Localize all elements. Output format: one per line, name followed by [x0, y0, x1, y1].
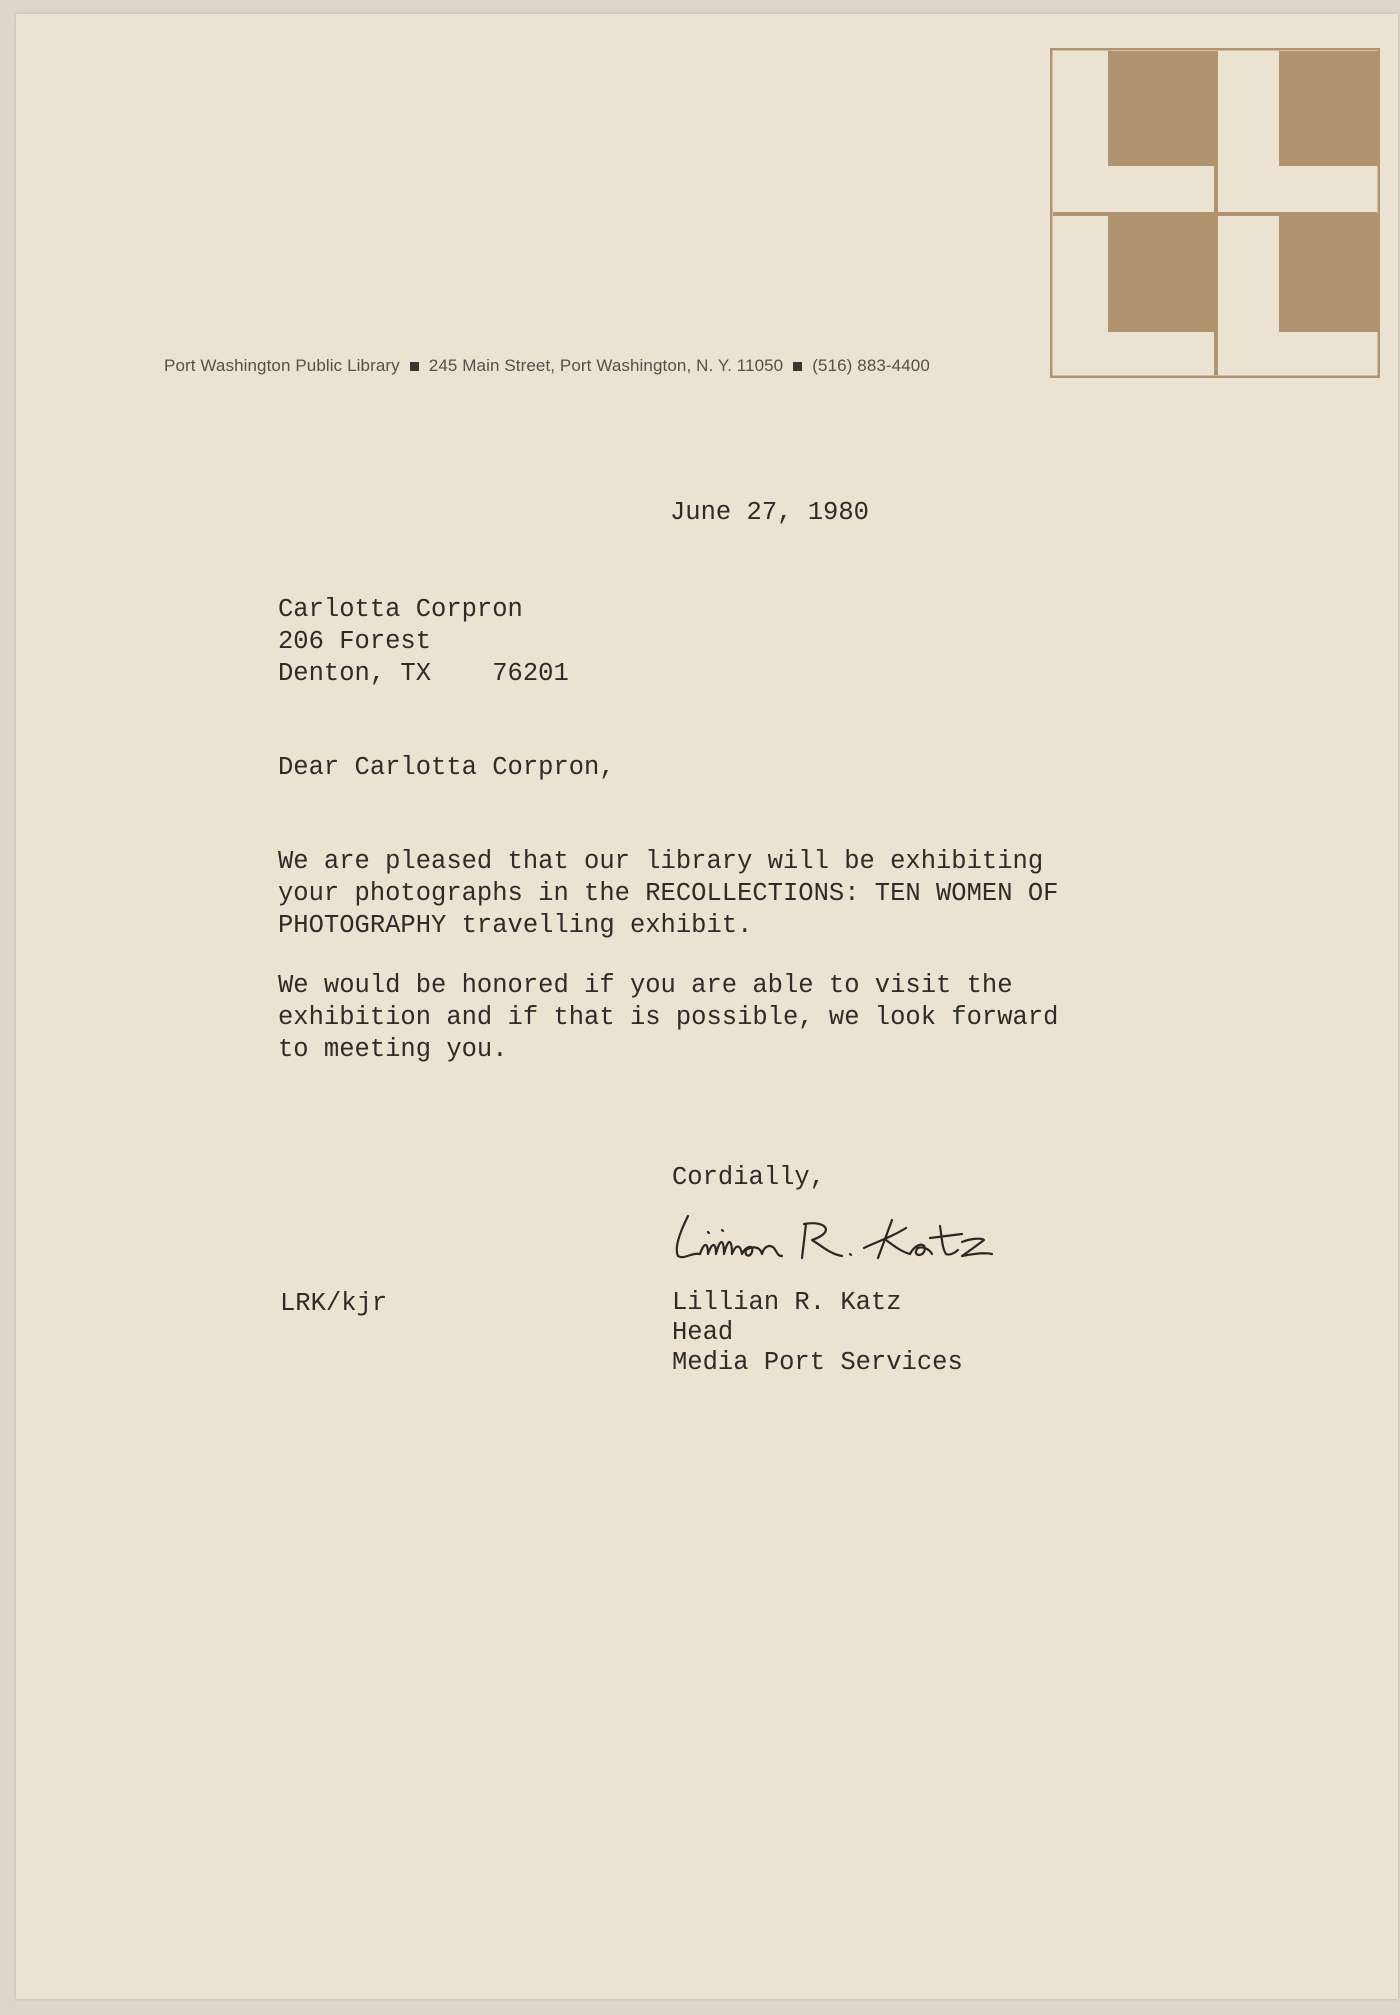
- letter-date: June 27, 1980: [670, 498, 869, 527]
- bullet-square-icon: [410, 362, 419, 371]
- letterhead-address: 245 Main Street, Port Washington, N. Y. 11050: [428, 356, 784, 375]
- typist-initials: LRK/kjr: [280, 1289, 388, 1318]
- bullet-square-icon: [793, 362, 802, 371]
- letter-page: [16, 14, 1398, 1999]
- recipient-name: Carlotta Corpron: [278, 595, 523, 624]
- library-logo: [1050, 48, 1380, 378]
- letterhead-organization: Port Washington Public Library: [164, 356, 400, 375]
- recipient-street: 206 Forest: [278, 627, 432, 656]
- letterhead-line: [164, 356, 930, 376]
- signer-title: Head: [672, 1318, 734, 1347]
- signer-name: Lillian R. Katz: [672, 1288, 902, 1317]
- recipient-city-line: Denton, TX 76201: [278, 659, 569, 688]
- closing: Cordially,: [672, 1163, 826, 1192]
- recipient-address: [278, 594, 569, 690]
- letterhead-phone: (516) 883-4400: [812, 356, 930, 375]
- body-paragraph-1: We are pleased that our library will be exhibiting your photographs in the RECOLLECTIONS: TEN WOMEN OF PHOTOGRAPHY travelling exhibit.: [278, 847, 1059, 940]
- handwritten-signature: [666, 1202, 1066, 1272]
- salutation: Dear Carlotta Corpron,: [278, 753, 615, 782]
- body-paragraph-2: We would be honored if you are able to visit the exhibition and if that is possible, we look forward to meeting you.: [278, 971, 1059, 1064]
- signer-block: [672, 1288, 963, 1378]
- signer-department: Media Port Services: [672, 1348, 963, 1377]
